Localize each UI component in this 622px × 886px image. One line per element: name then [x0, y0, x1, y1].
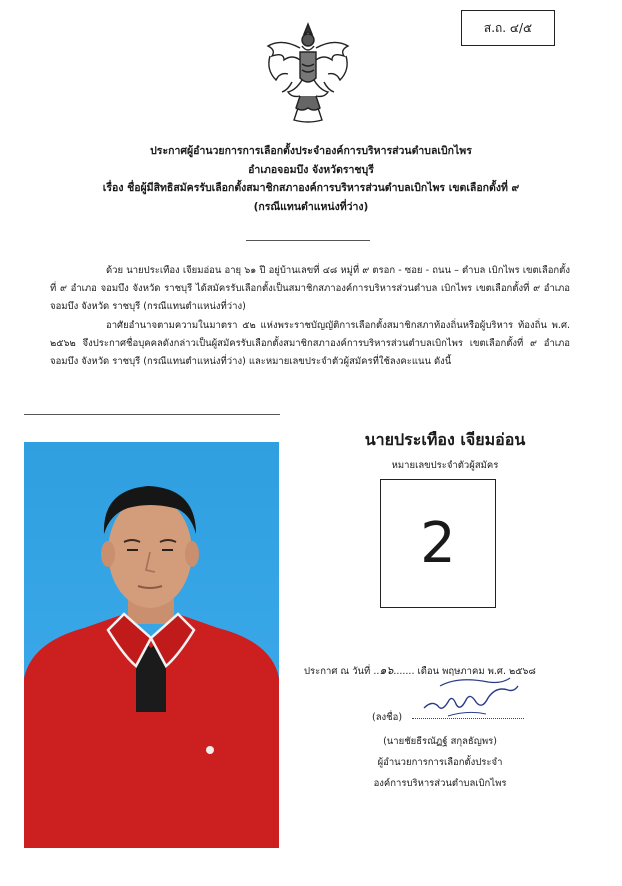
candidate-portrait-icon — [24, 442, 279, 848]
candidate-number: 2 — [420, 511, 456, 576]
candidate-photo — [24, 442, 279, 848]
sign-label: (ลงชื่อ) — [372, 712, 403, 723]
date-prefix: ประกาศ ณ วันที่ .. — [304, 666, 380, 677]
date-middle: ....... เดือน พฤษภาคม พ.ศ. ๒๕๖๘ — [393, 666, 536, 677]
signer-title-1: ผู้อำนวยการการเลือกตั้งประจำ — [377, 757, 503, 768]
header-line-3: เรื่อง ชื่อผู้มีสิทธิสมัครรับเลือกตั้งสมาชิกสภาองค์การบริหารส่วนตำบลเบิกไพร เขตเลือกตั้งที่ ๙ — [102, 182, 520, 194]
header-line-4: (กรณีแทนตำแหน่งที่ว่าง) — [253, 201, 369, 213]
header-divider — [246, 240, 370, 241]
handwritten-signature-icon — [418, 672, 522, 722]
candidate-number-box — [380, 479, 496, 608]
header-line-2: อำเภอจอมบึง จังหวัดราชบุรี — [248, 164, 374, 176]
signer-name: (นายชัยธีรณัฏฐ์ สกุลธัญพร) — [383, 736, 497, 747]
candidate-name: นายประเทือง เจียมอ่อน — [364, 430, 526, 449]
document-code-box — [461, 10, 555, 46]
paragraph-2: อาศัยอำนาจตามความในมาตรา ๕๒ แห่งพระราชบัญญัติการเลือกตั้งสมาชิกสภาท้องถิ่นหรือผู้บริหาร ท้องถิ่น พ.ศ. ๒๕๖๒ จึงประกาศชื่อบุคคลดังกล่าวเป็นผู้สมัครรับเลือกตั้งสมาชิกสภาองค์การบริหารส่วนตำบลเบิกไพร เขตเลือกตั้งที่ ๙ อำเภอ จอมบึง จังหวัด ราชบุรี (กรณีแทนตำแหน่งที่ว่าง) และหมายเลขประจำตัวผู้สมัครที่ใช้ลงคะแนน ดังนี้ — [50, 320, 570, 367]
date-day: ๑๖ — [379, 664, 394, 677]
photo-top-divider — [24, 414, 280, 415]
signer-title-2: องค์การบริหารส่วนตำบลเบิกไพร — [373, 778, 507, 789]
paragraph-1: ด้วย นายประเทือง เจียมอ่อน อายุ ๖๑ ปี อยู่บ้านเลขที่ ๔๘ หมู่ที่ ๙ ตรอก - ซอย - ถนน – ตำบล เบิกไพร เขตเลือกตั้งที่ ๙ อำเภอ จอมบึง จังหวัด ราชบุรี ได้สมัครรับเลือกตั้งเป็นสมาชิกสภาองค์การบริหารส่วนตำบล เบิกไพร เขตเลือกตั้งที่ ๙ อำเภอ จอมบึง จังหวัด ราชบุรี (กรณีแทนตำแหน่งที่ว่าง) — [50, 265, 570, 312]
signature-line — [412, 718, 524, 719]
garuda-emblem-icon — [262, 20, 354, 125]
document-code: ส.ถ. ๔/๕ — [483, 20, 533, 35]
candidate-number-label: หมายเลขประจำตัวผู้สมัคร — [391, 460, 499, 471]
header-line-1: ประกาศผู้อำนวยการการเลือกตั้งประจำองค์การบริหารส่วนตำบลเบิกไพร — [150, 145, 472, 157]
